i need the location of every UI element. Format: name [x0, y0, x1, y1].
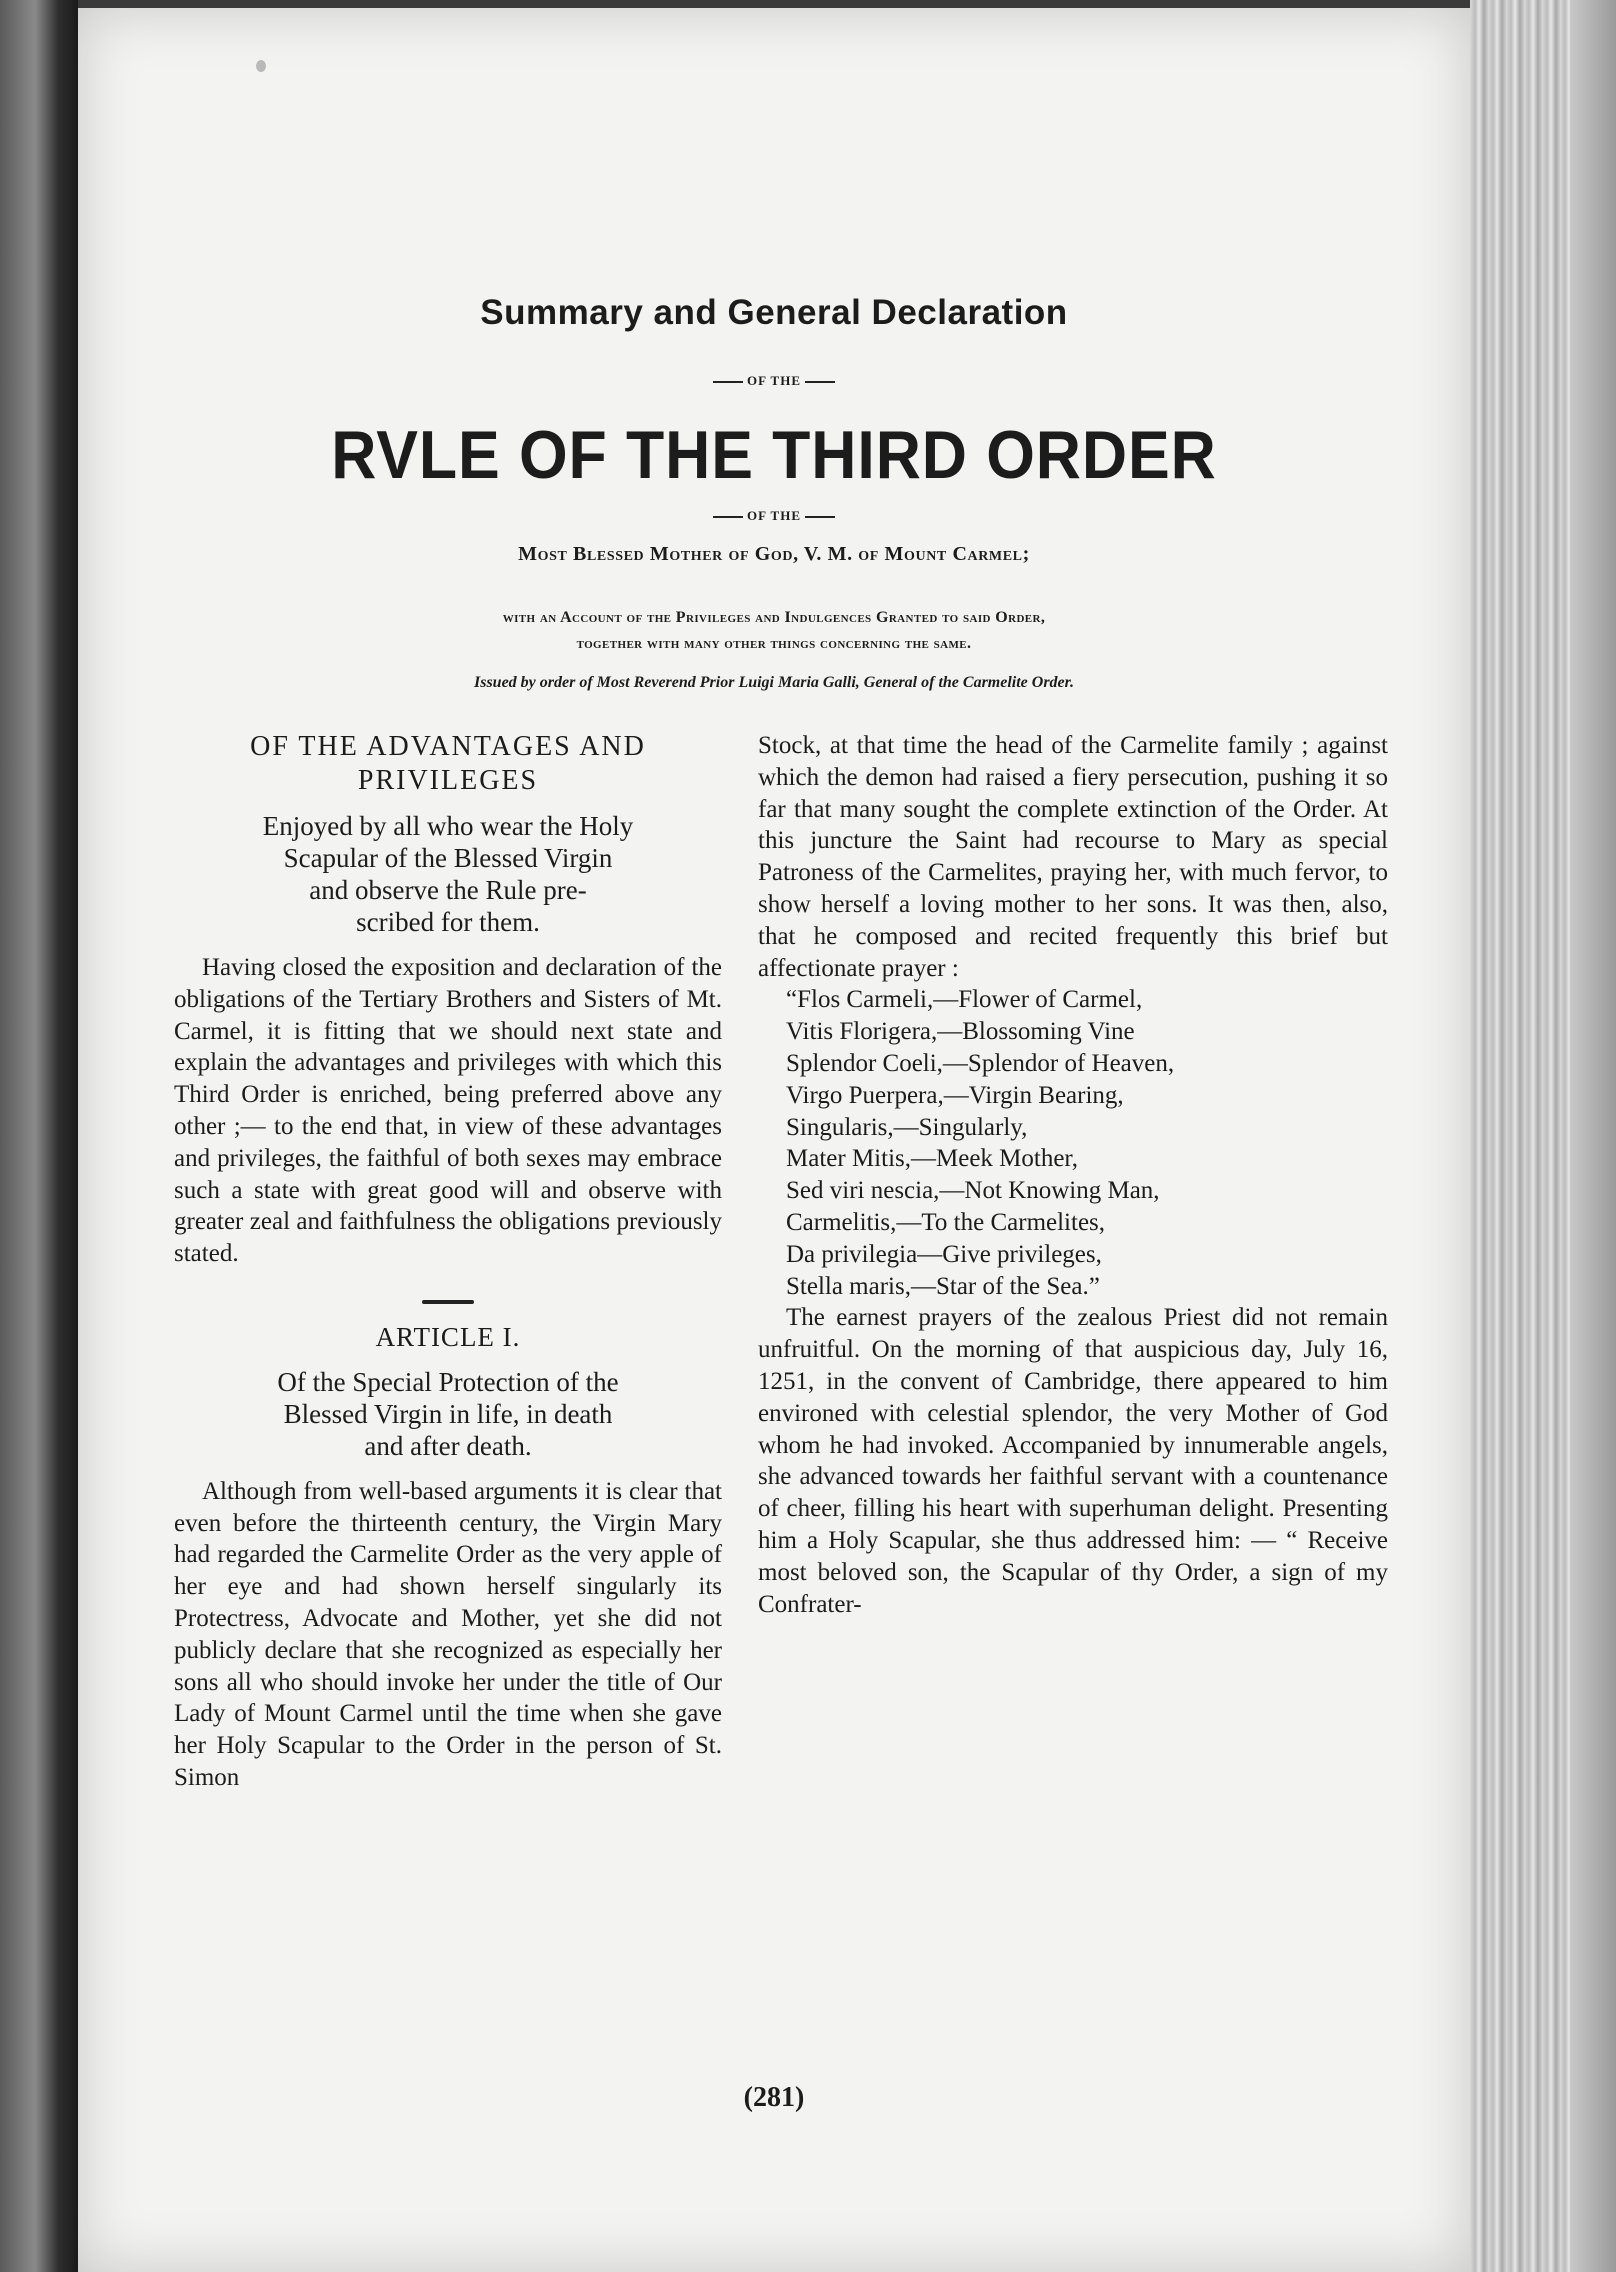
issued-by-line: Issued by order of Most Reverend Prior Luigi Maria Galli, General of the Carmelite Order. [474, 674, 1074, 691]
left-column [174, 730, 722, 1794]
advantages-heading: OF THE ADVANTAGES AND PRIVILEGES [250, 731, 646, 796]
prayer-line: Carmelitis,—To the Carmelites, [786, 1208, 1106, 1236]
summary-heading: Summary and General Declaration [480, 293, 1068, 332]
body-paragraph: Having closed the exposition and declaration of the obligations of the Tertiary Brothers and Sisters of Mt. Carmel, it is fitting that we should next state and explain the advantages and privileges with which this Third Order is enriched, being preferred above any other ;— to the end that, in view of these advantages and privileges, the faithful of both sexes may embrace such a state with great good will and observe with greater zeal and faithfulness the obligations previously stated. [174, 954, 722, 1268]
body-paragraph: The earnest prayers of the zealous Priest did not remain unfruitful. On the morning of that auspicious day, July 16, 1251, in the convent of Cambridge, there appeared to him environed with celestial splendor, the very Mother of God whom he had invoked. Accompanied by innumerable angels, she advanced towards her faithful servant with a countenance of cheer, filling his heart with superhuman delight. Presenting him a Holy Scapular, she thus addressed him: — “ Receive most beloved son, the Scapular of thy Order, a sign of my Confrater- [758, 1304, 1388, 1618]
prayer-line: “Flos Carmeli,—Flower of Carmel, [786, 986, 1143, 1014]
right-column [758, 730, 1388, 1620]
mother-line: Most Blessed Mother of God, V. M. of Mount Carmel; [518, 543, 1030, 565]
account-line-2: together with many other things concerning the same. [576, 635, 972, 652]
page-edge-stack [1470, 0, 1616, 2272]
main-title: RVLE OF THE THIRD ORDER [331, 417, 1217, 493]
section-divider [422, 1300, 474, 1304]
book-gutter [0, 0, 78, 2272]
prayer-line: Mater Mitis,—Meek Mother, [786, 1145, 1079, 1173]
page-number: (281) [743, 2082, 805, 2113]
paper-speck [256, 60, 266, 72]
article-subtitle: Of the Special Protection of the Blessed Virgin in life, in death and after death. [277, 1366, 619, 1461]
prayer-line: Splendor Coeli,—Splendor of Heaven, [786, 1049, 1175, 1077]
body-paragraph: Although from well-based arguments it is clear that even before the thirteenth century, the Virgin Mary had regarded the Carmelite Order as the very apple of her eye and had shown herself singularly its Protectress, Advocate and Mother, yet she did not publicly declare that she recognized as especially her sons all who should invoke her under the title of Our Lady of Mount Carmel until the time when she gave her Holy Scapular to the Order in the person of St. Simon [174, 1477, 722, 1791]
of-the-divider-2: OF THE [78, 508, 1470, 524]
prayer-line: Vitis Florigera,—Blossoming Vine [786, 1018, 1135, 1046]
account-lines [78, 605, 1470, 657]
of-the-divider-1: OF THE [78, 373, 1470, 389]
body-paragraph: Stock, at that time the head of the Carmelite family ; against which the demon had raised a fiery persecution, pushing it so far that many sought the complete extinction of the Order. At this juncture the Saint had recourse to Mary as special Patroness of the Carmelites, praying her, with much fervor, to show herself a loving mother to her sons. It was then, also, that he composed and recited frequently this brief but affectionate prayer : [758, 732, 1388, 982]
advantages-subheading: Enjoyed by all who wear the Holy Scapular of the Blessed Virgin and observe the Rule pre- scribed for them. [262, 811, 634, 937]
prayer-line: Stella maris,—Star of the Sea.” [786, 1272, 1100, 1300]
account-line-1: with an Account of the Privileges and Indulgences Granted to said Order, [502, 609, 1046, 626]
prayer-line: Virgo Puerpera,—Virgin Bearing, [786, 1081, 1124, 1109]
prayer-line: Singularis,—Singularly, [786, 1113, 1028, 1141]
prayer-line: Da privilegia—Give privileges, [786, 1240, 1102, 1268]
article-title: ARTICLE I. [375, 1321, 521, 1352]
prayer-line: Sed viri nescia,—Not Knowing Man, [786, 1177, 1160, 1205]
book-page [78, 8, 1470, 2272]
